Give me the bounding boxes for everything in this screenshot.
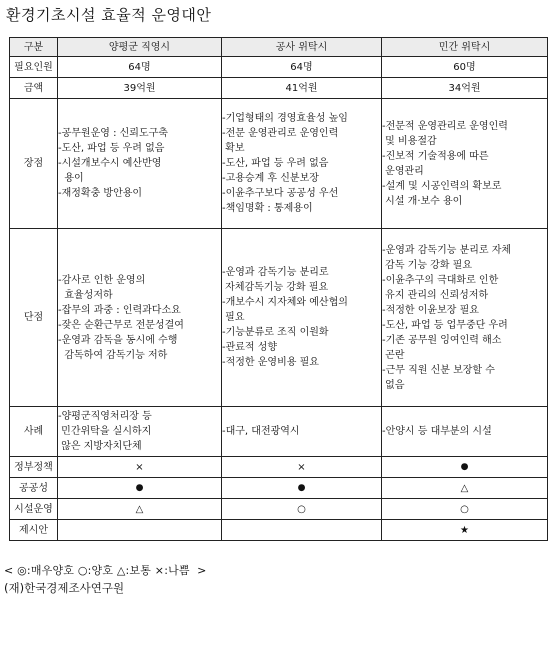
- rating-cell: ○: [222, 499, 382, 520]
- row-demerits: [10, 229, 548, 407]
- list-item: 효율성저하: [58, 289, 113, 301]
- list-item: -운영과 감독기능 분리로 자체: [382, 244, 512, 256]
- examples-col1: [58, 407, 222, 457]
- rating-cell: △: [58, 499, 222, 520]
- row-label: 제시안: [10, 520, 58, 541]
- list-item: -고용승계 후 신분보장: [222, 173, 319, 184]
- row-operation: [10, 499, 548, 520]
- list-item: -시설개보수시 예산반영: [58, 158, 162, 169]
- demerits-col3: [382, 229, 548, 407]
- list-item: -감사로 인한 운영의: [58, 274, 146, 286]
- header-category: 구분: [10, 38, 58, 57]
- row-label: 공공성: [10, 478, 58, 499]
- row-label: 단점: [10, 229, 58, 407]
- list-item: -도산, 파업 등 업무중단 우려: [382, 319, 508, 331]
- list-item: -잦은 순환근무로 전문성결여: [58, 319, 184, 331]
- cell: 64명: [58, 57, 222, 78]
- row-examples: [10, 407, 548, 457]
- list-item: -책임명확 : 통제용이: [222, 203, 313, 214]
- list-item: 감독 기능 강화 필요: [382, 259, 472, 271]
- list-item: -설계 및 시공인력의 확보로: [382, 180, 502, 192]
- rating-cell: ○: [382, 499, 548, 520]
- rating-cell: ●: [222, 478, 382, 499]
- row-label: 금액: [10, 78, 58, 99]
- header-private: 민간 위탁시: [382, 38, 548, 57]
- list-item: -기존 공무원 잉여인력 해소: [382, 334, 502, 346]
- row-label: 정부정책: [10, 457, 58, 478]
- merits-col2: [222, 99, 382, 229]
- list-item: -재정확충 방안용이: [58, 188, 143, 199]
- merits-col1: [58, 99, 222, 229]
- merits-col3: [382, 99, 548, 229]
- list-item: 자체감독기능 강화 필요: [222, 282, 329, 293]
- rating-cell: ×: [222, 457, 382, 478]
- list-item: 없음: [382, 379, 405, 391]
- list-item: -안양시 등 대부분의 시설: [382, 426, 492, 437]
- list-item: 곤란: [382, 349, 405, 361]
- list-item: -도산, 파업 등 우려 없음: [58, 143, 165, 154]
- list-item: -적정한 이윤보장 필요: [382, 304, 479, 316]
- list-item: -운영과 감독기능 분리로: [222, 267, 329, 278]
- list-item: 운영관리: [382, 165, 424, 177]
- row-cost: [10, 78, 548, 99]
- list-item: 확보: [222, 143, 245, 154]
- list-item: 및 비용절감: [382, 135, 437, 147]
- cell: 41억원: [222, 78, 382, 99]
- rating-cell: ×: [58, 457, 222, 478]
- list-item: 용이: [58, 173, 84, 184]
- list-item: -적정한 운영비용 필요: [222, 357, 319, 368]
- list-item: 시설 개·보수 용이: [382, 195, 463, 207]
- demerits-col2: [222, 229, 382, 407]
- row-label: 필요인원: [10, 57, 58, 78]
- list-item: 감독하여 감독기능 저하: [58, 349, 168, 361]
- list-item: -전문 운영관리로 운영인력: [222, 128, 339, 139]
- list-item: -전문적 운영관리로 운영인력: [382, 120, 508, 132]
- star-icon: ★: [382, 520, 548, 541]
- list-item: -관료적 성향: [222, 342, 278, 353]
- examples-col2: [222, 407, 382, 457]
- list-item: -기능분류로 조직 이원화: [222, 327, 329, 338]
- cell: 34억원: [382, 78, 548, 99]
- list-item: 않은 지방자치단체: [58, 441, 142, 452]
- row-label: 사례: [10, 407, 58, 457]
- rating-cell: ●: [58, 478, 222, 499]
- rating-cell: △: [382, 478, 548, 499]
- source-credit: (재)한국경제조사연구원: [4, 581, 125, 595]
- list-item: -진보적 기술적용에 따른: [382, 150, 489, 162]
- header-row: [10, 38, 548, 57]
- cell: 60명: [382, 57, 548, 78]
- list-item: -공무원운영 : 신뢰도구축: [58, 128, 168, 139]
- list-item: -근무 직원 신분 보장할 수: [382, 364, 495, 376]
- list-item: 민간위탁을 실시하지: [58, 426, 152, 437]
- list-item: -개보수시 지자체와 예산협의: [222, 297, 348, 308]
- row-label: 시설운영: [10, 499, 58, 520]
- list-item: -이윤추구의 극대화로 인한: [382, 274, 499, 286]
- comparison-table: [9, 37, 548, 541]
- cell: 64명: [222, 57, 382, 78]
- list-item: 필요: [222, 312, 245, 323]
- row-publicness: [10, 478, 548, 499]
- row-policy: [10, 457, 548, 478]
- rating-cell: ●: [382, 457, 548, 478]
- header-county-direct: 양평군 직영시: [58, 38, 222, 57]
- list-item: -운영과 감독을 동시에 수행: [58, 334, 178, 346]
- row-merits: [10, 99, 548, 229]
- cell: 39억원: [58, 78, 222, 99]
- list-item: -이윤추구보다 공공성 우선: [222, 188, 339, 199]
- list-item: -양평군직영처리장 등: [58, 411, 152, 422]
- list-item: 유지 관리의 신뢰성저하: [382, 289, 489, 301]
- demerits-col1: [58, 229, 222, 407]
- row-label: 장점: [10, 99, 58, 229]
- rating-legend: < ◎:매우양호 ○:양호 △:보통 ×:나쁨 >: [4, 564, 207, 577]
- examples-col3: [382, 407, 548, 457]
- list-item: -도산, 파업 등 우려 없음: [222, 158, 329, 169]
- list-item: -기업형태의 경영효율성 높임: [222, 113, 348, 124]
- row-staff: [10, 57, 548, 78]
- row-proposal: [10, 520, 548, 541]
- header-public-corp: 공사 위탁시: [222, 38, 382, 57]
- list-item: -잡무의 과중 : 인력과다소요: [58, 304, 181, 316]
- rating-cell: [58, 520, 222, 541]
- rating-cell: [222, 520, 382, 541]
- page-title: 환경기초시설 효율적 운영대안: [6, 6, 212, 24]
- list-item: -대구, 대전광역시: [222, 426, 300, 437]
